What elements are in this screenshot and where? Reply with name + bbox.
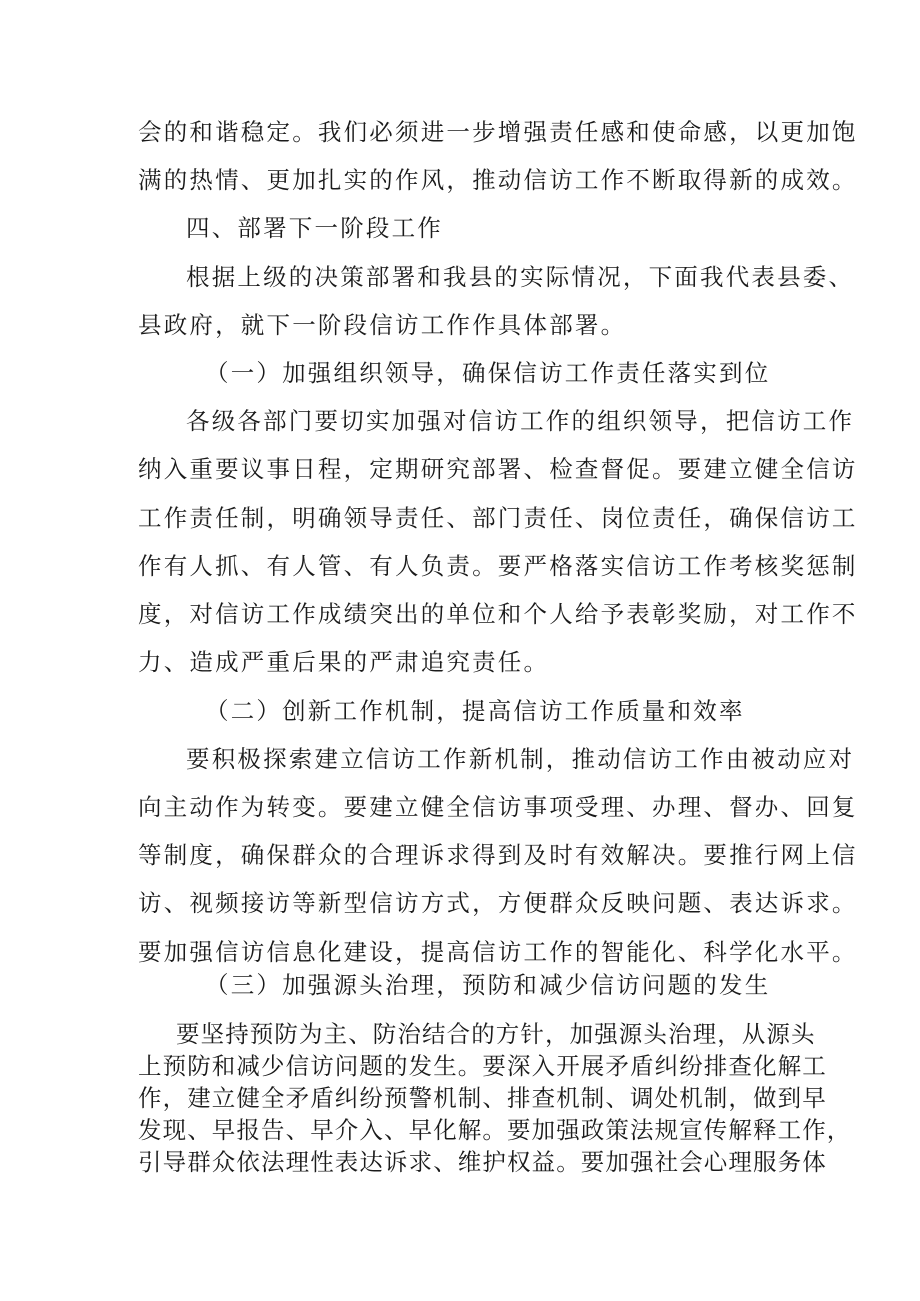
paragraph-line: 访、视频接访等新型信访方式，方便群众反映问题、表达诉求。 <box>138 889 858 917</box>
paragraph-line: 作，建立健全矛盾纠纷预警机制、排查机制、调处机制，做到早 <box>138 1084 827 1112</box>
paragraph-line: 会的和谐稳定。我们必须进一步增强责任感和使命感，以更加饱 <box>138 118 858 146</box>
paragraph-line: 上预防和减少信访问题的发生。要深入开展矛盾纠纷排查化解工 <box>138 1052 827 1080</box>
paragraph-line: 发现、早报告、早介入、早化解。要加强政策法规宣传解释工作， <box>138 1116 852 1144</box>
section-heading: 四、部署下一阶段工作 <box>186 214 443 242</box>
paragraph-line: 工作责任制，明确领导责任、部门责任、岗位责任，确保信访工 <box>138 504 858 532</box>
paragraph-line: 纳入重要议事日程，定期研究部署、检查督促。要建立健全信访 <box>138 455 858 483</box>
paragraph-line: 要积极探索建立信访工作新机制，推动信访工作由被动应对 <box>186 745 855 773</box>
paragraph-line: 要加强信访信息化建设，提高信访工作的智能化、科学化水平。 <box>138 938 858 966</box>
paragraph-line: 县政府，就下一阶段信访工作作具体部署。 <box>138 311 627 339</box>
paragraph-line: 向主动作为转变。要建立健全信访事项受理、办理、督办、回复 <box>138 793 858 821</box>
paragraph-line: 作有人抓、有人管、有人负责。要严格落实信访工作考核奖惩制 <box>138 552 858 580</box>
paragraph-line: 等制度，确保群众的合理诉求得到及时有效解决。要推行网上信 <box>138 841 858 869</box>
subsection-heading: （三）加强源头治理，预防和减少信访问题的发生 <box>205 971 771 999</box>
paragraph-line: 满的热情、更加扎实的作风，推动信访工作不断取得新的成效。 <box>138 166 858 194</box>
subsection-heading: （一）加强组织领导，确保信访工作责任落实到位 <box>205 359 771 387</box>
paragraph-line: 度，对信访工作成绩突出的单位和个人给予表彰奖励，对工作不 <box>138 600 858 628</box>
paragraph-line: 要坚持预防为主、防治结合的方针，加强源头治理，从源头 <box>176 1020 816 1048</box>
paragraph-line: 根据上级的决策部署和我县的实际情况，下面我代表县委、 <box>186 263 855 291</box>
paragraph-line: 引导群众依法理性表达诉求、维护权益。要加强社会心理服务体 <box>138 1148 827 1176</box>
paragraph-line: 力、造成严重后果的严肃追究责任。 <box>138 648 550 676</box>
paragraph-line: 各级各部门要切实加强对信访工作的组织领导，把信访工作 <box>186 407 855 435</box>
subsection-heading: （二）创新工作机制，提高信访工作质量和效率 <box>205 697 745 725</box>
